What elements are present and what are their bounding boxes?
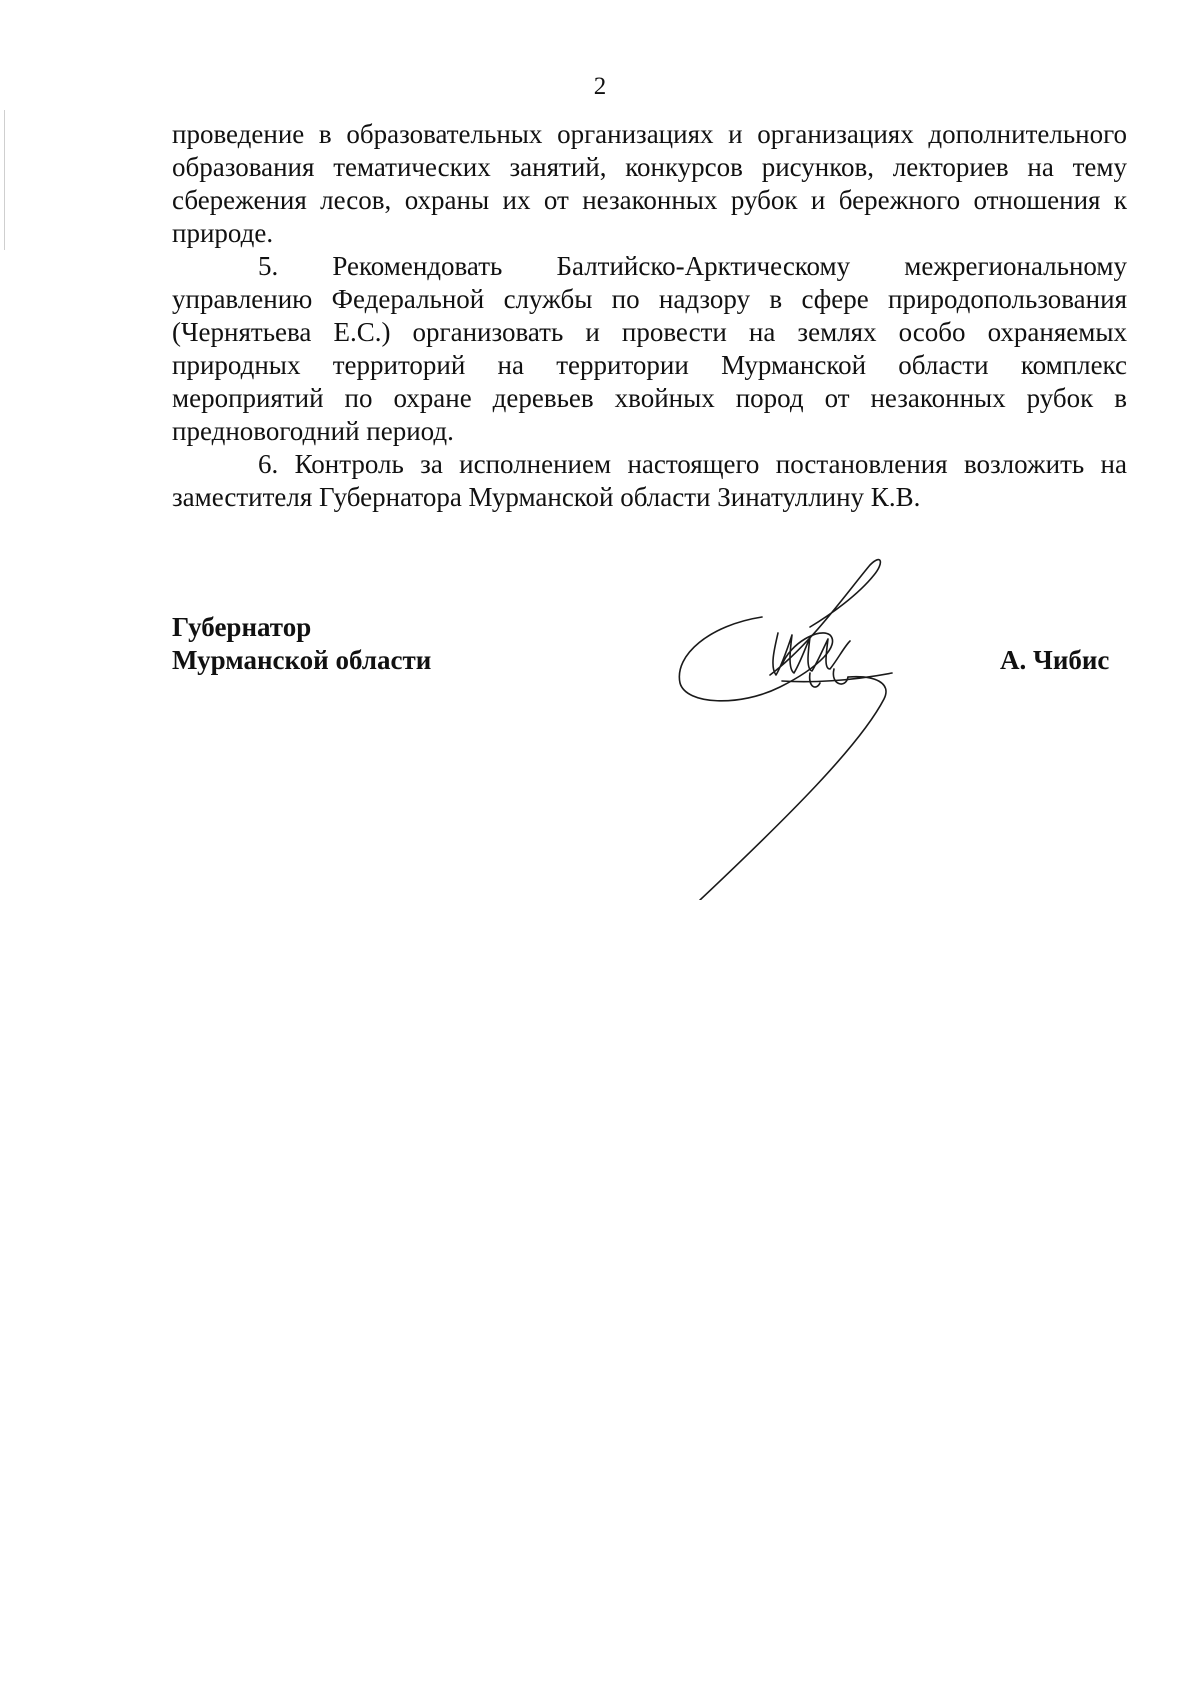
document-body bbox=[172, 118, 1127, 514]
paragraph-item-6: 6. Контроль за исполнением настоящего постановления возложить на заместителя Губернатора Мурманской области Зинатуллину К.В. bbox=[172, 449, 1127, 512]
signatory-title bbox=[172, 611, 431, 677]
signatory-name: А. Чибис bbox=[1000, 645, 1110, 675]
paragraph-item-5: 5. Рекомендовать Балтийско-Арктическому межрегиональному управлению Федеральной службы по надзору в сфере природопользования (Чернятьева Е.С.) организовать и провести на землях особо охраняемых природных территорий на территории Мурманской области комплекс мероприятий по охране деревьев хвойных пород от незаконных рубок в предновогодний период. bbox=[172, 251, 1127, 446]
handwritten-signature bbox=[670, 555, 960, 900]
page-number: 2 bbox=[593, 73, 607, 100]
signatory-title-line1: Губернатор bbox=[172, 612, 312, 642]
signatory-title-line2: Мурманской области bbox=[172, 645, 432, 675]
paragraph-continuation: проведение в образовательных организациях и организациях дополнительного образования тематических занятий, конкурсов рисунков, лекториев на тему сбережения лесов, охраны их от незаконных рубок и бережного отношения к природе. bbox=[172, 119, 1127, 248]
scan-edge-mark bbox=[4, 110, 5, 250]
